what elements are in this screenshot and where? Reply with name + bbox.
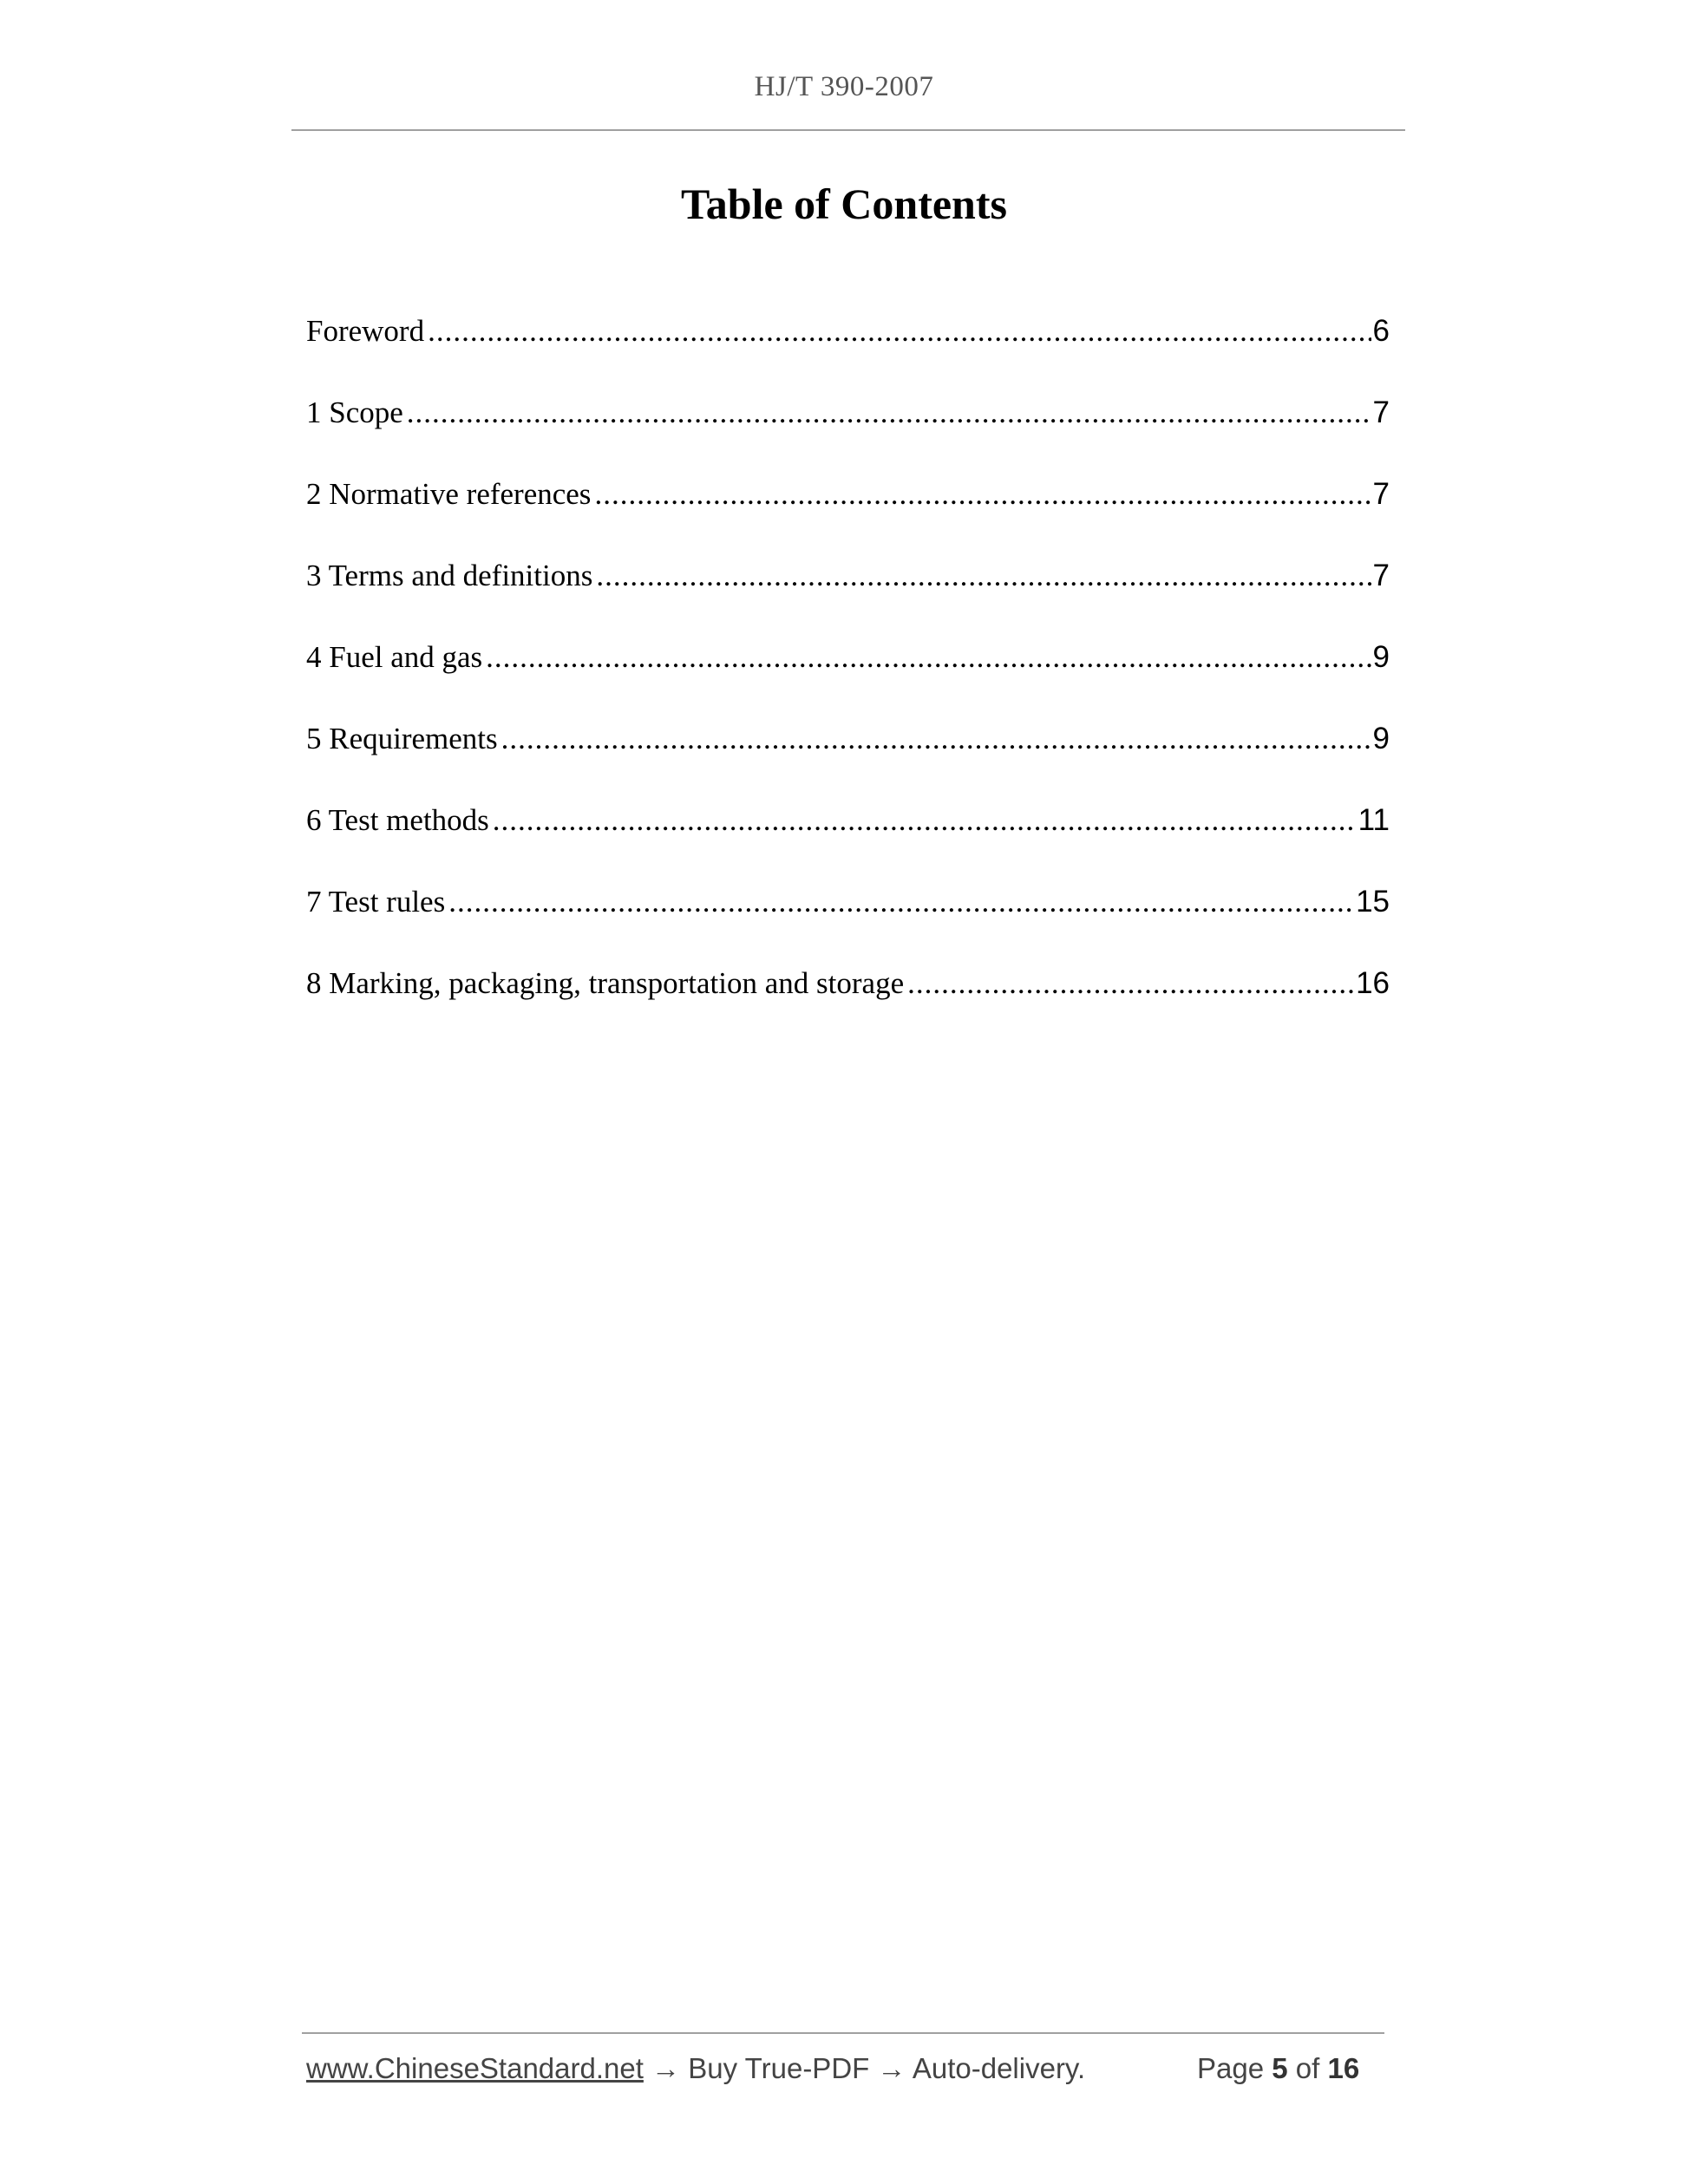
table-of-contents [306,305,1390,1039]
current-page-number: 5 [1272,2052,1288,2084]
buy-true-pdf-text: Buy True-PDF [688,2052,870,2084]
toc-entry-page: 16 [1356,966,1390,1000]
toc-entry-requirements[interactable] [306,713,1390,794]
toc-entry-label: 7 Test rules [306,885,446,919]
dot-leader [501,713,1371,765]
footer-promo [306,2052,1085,2085]
toc-entry-terms-and-definitions[interactable] [306,550,1390,631]
of-label: of [1295,2052,1320,2084]
dot-leader [596,550,1371,602]
toc-entry-fuel-and-gas[interactable] [306,631,1390,713]
footer-divider [302,2032,1384,2034]
toc-entry-test-rules[interactable] [306,876,1390,958]
toc-entry-scope[interactable] [306,387,1390,468]
page-label: Page [1197,2052,1265,2084]
toc-entry-marking-packaging[interactable] [306,958,1390,1039]
dot-leader [493,794,1357,847]
toc-entry-label: 1 Scope [306,396,403,429]
total-pages-number: 16 [1327,2052,1360,2084]
toc-entry-page: 7 [1372,477,1390,511]
toc-entry-page: 9 [1372,722,1390,755]
toc-entry-normative-references[interactable] [306,468,1390,550]
toc-entry-label: 6 Test methods [306,803,489,837]
toc-entry-foreword[interactable] [306,305,1390,387]
toc-entry-page: 7 [1372,559,1390,592]
site-link[interactable]: www.ChineseStandard.net [306,2052,644,2084]
page-indicator [1197,2052,1359,2085]
toc-entry-label: 2 Normative references [306,477,592,511]
dot-leader [407,387,1371,439]
running-header: HJ/T 390-2007 [754,71,934,102]
toc-entry-label: 3 Terms and definitions [306,559,593,592]
dot-leader [594,468,1371,520]
toc-entry-label: 8 Marking, packaging, transportation and storage [306,966,905,1000]
toc-entry-label: 5 Requirements [306,722,498,755]
page-title: Table of Contents [681,180,1007,228]
toc-entry-page: 6 [1372,314,1390,348]
toc-entry-test-methods[interactable] [306,794,1390,876]
toc-entry-label: 4 Fuel and gas [306,640,483,674]
toc-entry-label: Foreword [306,314,425,348]
toc-entry-page: 7 [1372,396,1390,429]
arrow-right-icon: → [651,2052,681,2084]
toc-entry-page: 9 [1372,640,1390,674]
toc-entry-page: 15 [1356,885,1390,919]
dot-leader [486,631,1371,683]
dot-leader [448,876,1354,928]
header-divider [291,129,1405,131]
toc-entry-page: 11 [1358,803,1390,837]
dot-leader [428,305,1371,357]
auto-delivery-text: Auto-delivery. [912,2052,1086,2084]
arrow-right-icon: → [877,2052,906,2084]
dot-leader [907,958,1354,1010]
